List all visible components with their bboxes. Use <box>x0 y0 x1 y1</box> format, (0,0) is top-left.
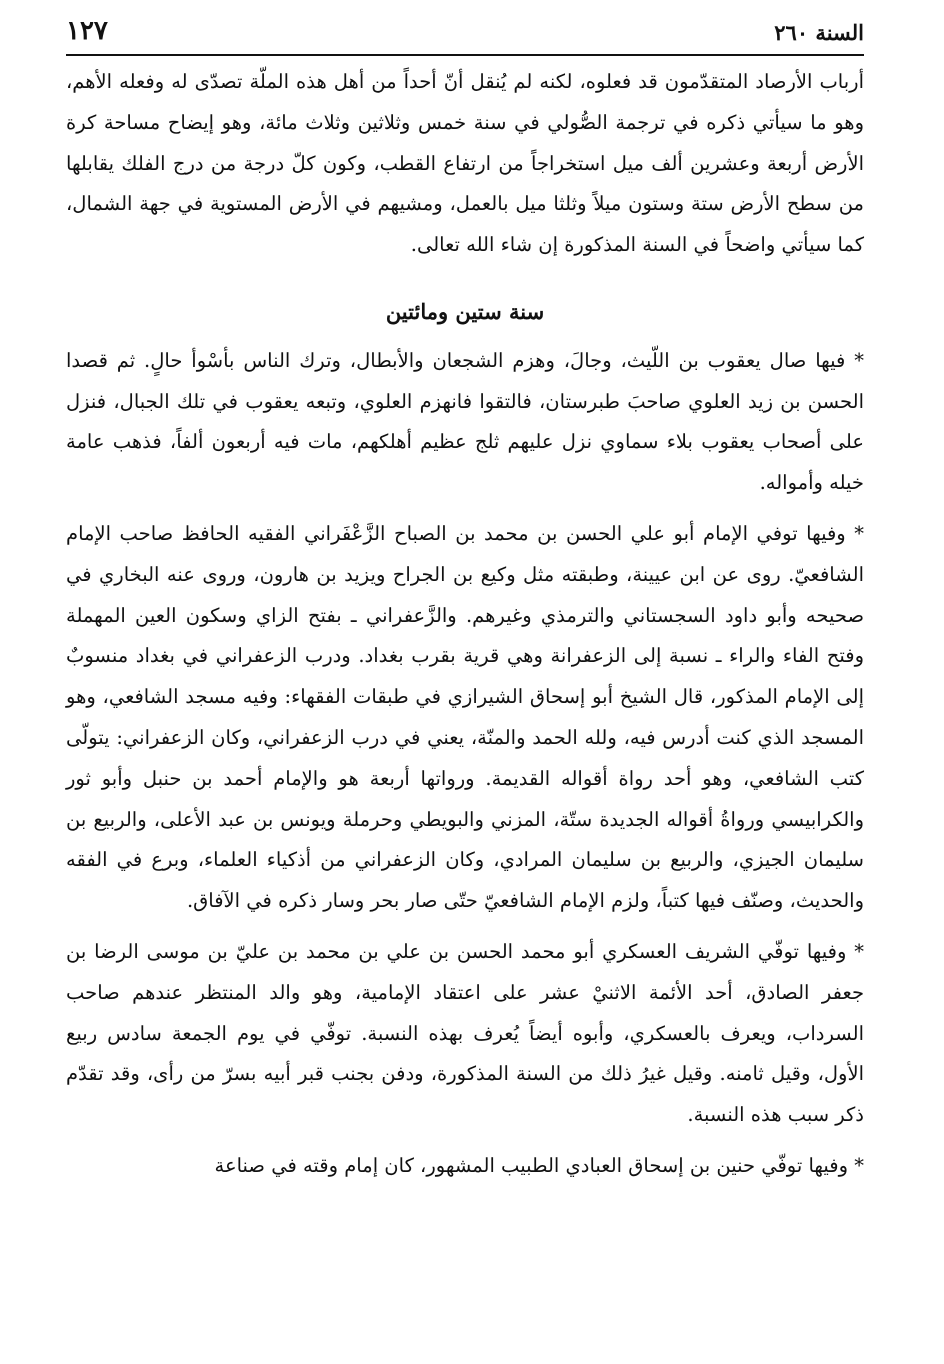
entry-paragraph: * وفيها توفّي حنين بن إسحاق العبادي الطبيب المشهور، كان إمام وقته في صناعة <box>214 1153 864 1177</box>
entry-paragraph: * وفيها توفي الإمام أبو علي الحسن بن محمد بن الصباح الزَّعْفَراني الفقيه الحافظ صاحب الإمام الشافعيّ. روى عن ابن عيينة، وطبقته مثل وكيع بن الجراح ويزيد بن هارون، وروى عنه البخاري في صحيحه وأبو داود السجستاني والترمذي وغيرهم. والزَّعفراني ـ بفتح الزاي وسكون العين المهملة وفتح الفاء والراء ـ نسبة إلى الزعفرانة وهي قرية بقرب بغداد. ودرب الزعفراني في بغداد منسوبٌ إلى الإمام المذكور، قال الشيخ أبو إسحاق الشيرازي في طبقات الفقهاء: وفيه مسجد الشافعي، وهو المسجد الذي كنت أدرس فيه، ولله الحمد والمنّة، يعني في درب الزعفراني، وكان الزعفراني: يتولّى كتب الشافعي، وهو أحد رواة أقواله القديمة. ورواتها أربعة هو والإمام أحمد بن حنبل وأبو ثور والكرابيسي ورواةُ أقواله الجديدة ستّة، المزني والبويطي وحرملة ويونس بن عبد الأعلى، والربيع بن سليمان الجيزي، والربيع بن سليمان المرادي، وكان الزعفراني من أذكياء العلماء، وبرع في الفقه والحديث، وصنّف فيها كتباً، ولزم الإمام الشافعيّ حتّى صار بحر وسار ذكره في الآفاق. <box>66 521 864 913</box>
entry-paragraph: * فيها صال يعقوب بن اللّيث، وجالَ، وهزم الشجعان والأبطال، وترك الناس بأسْوأ حالٍ. ثم قصدا الحسن بن زيد العلوي صاحبَ طبرستان، فالتقوا فانهزم العلوي، وتبعه يعقوب في تلك الجبال، فنزل على أصحاب يعقوب بلاء سماوي نزل عليهم ثلج عظيم أهلكهم، مات فيه أربعون ألفاً، فذهب عامة خيله وأمواله. <box>66 348 864 495</box>
intro-paragraph: أرباب الأرصاد المتقدّمون قد فعلوه، لكنه لم يُنقل أنّ أحداً من أهل هذه الملّة تصدّى له وفعله الأهم، وهو ما سيأتي ذكره في ترجمة الصُّولي في سنة خمس وثلاثين وثلاث مائة، وهو إيضاح مساحة كرة الأرض أربعة وعشرين ألف ميل استخراجاً من ارتفاع القطب، وكون كلّ درجة من درج الفلك يقابلها من سطح الأرض ستة وستون ميلاً وثلثا ميل بالعمل، ومشيهم في الأرض المستوية في جهة الشمال، كما سيأتي واضحاً في السنة المذكورة إن شاء الله تعالى. <box>66 70 864 257</box>
page-body <box>66 62 864 1197</box>
entry-paragraph: * وفيها توفّي الشريف العسكري أبو محمد الحسن بن علي بن محمد بن عليّ بن موسى الرضا بن جعفر الصادق، أحد الأئمة الاثنيْ عشر على اعتقاد الإمامية، وهو والد المنتظر عندهم صاحب السرداب، ويعرف بالعسكري، وأبوه أيضاً يُعرف بهذه النسبة. توفّي في يوم الجمعة سادس ربيع الأول، وقيل ثامنه. وقيل غيرُ ذلك من السنة المذكورة، ودفن بجنب قبر أبيه بسرّ من رأى، وقد تقدّم ذكر سبب هذه النسبة. <box>66 939 864 1127</box>
page-header <box>66 14 864 56</box>
page-number: ١٢٧ <box>66 16 108 46</box>
running-header-year: السنة ٢٦٠ <box>774 20 864 45</box>
section-heading: سنة ستين ومائتين <box>385 298 545 324</box>
